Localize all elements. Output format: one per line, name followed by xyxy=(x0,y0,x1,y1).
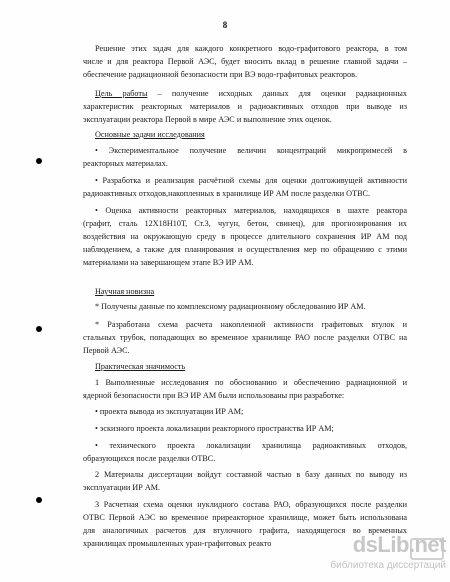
text-line: Практическая значимость xyxy=(95,362,186,371)
text-line: * Разработана схема расчета накопленной активности графитовых втулок и xyxy=(95,320,407,329)
text-line: числе и для реактора Первой АЭС, будет вносить вклад в решение главной задачи – xyxy=(83,57,407,66)
text-line: стальных трубок, попадающих во временное хранилище РАО после разделки ОТВС на xyxy=(83,333,407,342)
text-line: • Оценка активности реакторных материалов, находящихся в шахте реактора xyxy=(95,206,407,215)
text-line: воздействия на окружающую среду в процессе длительного сохранения ИР АМ под xyxy=(83,232,407,241)
text-line: (графит, сталь 12Х18Н10Т, Ст.3, чугун, бетон, свинец), для прогнозирования их xyxy=(83,219,407,228)
text-line: Решение этих задач для каждого конкретного водо-графитового реактора, в том xyxy=(95,44,407,53)
text-line: 2 Материалы диссертации войдут составной частью в базу данных по выводу из xyxy=(95,470,407,479)
text-line: характеристик реакторных материалов и радиоактивных отходов при выводе из xyxy=(83,102,407,111)
text-line: хранилищах промышленных уран-графитовых реакто xyxy=(83,539,272,548)
text-line: • эскизного проекта локализации реакторного пространства ИР АМ; xyxy=(95,424,334,433)
text-line: реакторных материалах. xyxy=(83,159,168,168)
text-line: • Экспериментальное получение величин концентраций микропримесей в xyxy=(95,146,407,155)
text-line: 1 Выполненные исследования по обоснованию и обеспечению радиационной и xyxy=(95,378,407,387)
text-line: Цель работы – получение исходных данных для оценки радиационных xyxy=(95,89,407,98)
text-line: • технического проекта локализации хранилища радиоактивных отходов, xyxy=(95,441,407,450)
text-line: • проекта вывода из эксплуатации ИР АМ; xyxy=(95,407,244,416)
text-line: наблюдением, а также для планирования и осуществления мер по обращению с этими xyxy=(83,245,407,254)
text-line: обеспечение радиационной безопасности при ВЭ водо-графитовых реакторов. xyxy=(83,70,358,79)
text-line: образующихся после разделки ОТВС. xyxy=(83,454,216,463)
watermark-subtitle: библиотека диссертаций xyxy=(330,560,446,571)
text-line: * Получены данные по комплексному радиационному обследованию ИР АМ. xyxy=(95,302,366,311)
text-line: радиоактивных отходов,накопленных в хранилище ИР АМ после разделки ОТВС. xyxy=(83,189,371,198)
text-line: Научная новизна xyxy=(95,287,155,296)
punch-hole-bottom xyxy=(36,497,42,503)
text-line: эксплуатации ИР АМ. xyxy=(83,483,161,492)
punch-hole-top xyxy=(36,158,42,164)
punch-hole-middle xyxy=(36,326,42,332)
text-line: для аналогичных расчетов для втулочного графита, находящегося во временных xyxy=(83,526,407,535)
watermark xyxy=(300,532,446,576)
text-line: ядерной безопасности при ВЭ ИР АМ были использованы при разработке: xyxy=(83,391,345,400)
text-line: материалами на завершающем этапе ВЭ ИР АМ. xyxy=(83,258,254,267)
text-line: эксплуатации реактора Первой в мире АЭС и выполнение этих оценок. xyxy=(83,115,332,124)
page-number: 8 xyxy=(222,20,228,30)
text-line: 3 Расчетная схема оценки нуклидного состава РАО, образующихся после разделки xyxy=(95,500,407,509)
text-line: ОТВС Первой АЭС во временное приреакторное хранилище, может быть использована xyxy=(83,513,407,522)
text-line: Первой АЭС. xyxy=(83,346,130,355)
text-line: • Разработка и реализация расчётной схемы для оценки долгоживущей активности xyxy=(95,176,407,185)
text-line: Основные задачи исследования xyxy=(95,130,205,139)
watermark-logo: dsLib.net xyxy=(352,532,446,557)
